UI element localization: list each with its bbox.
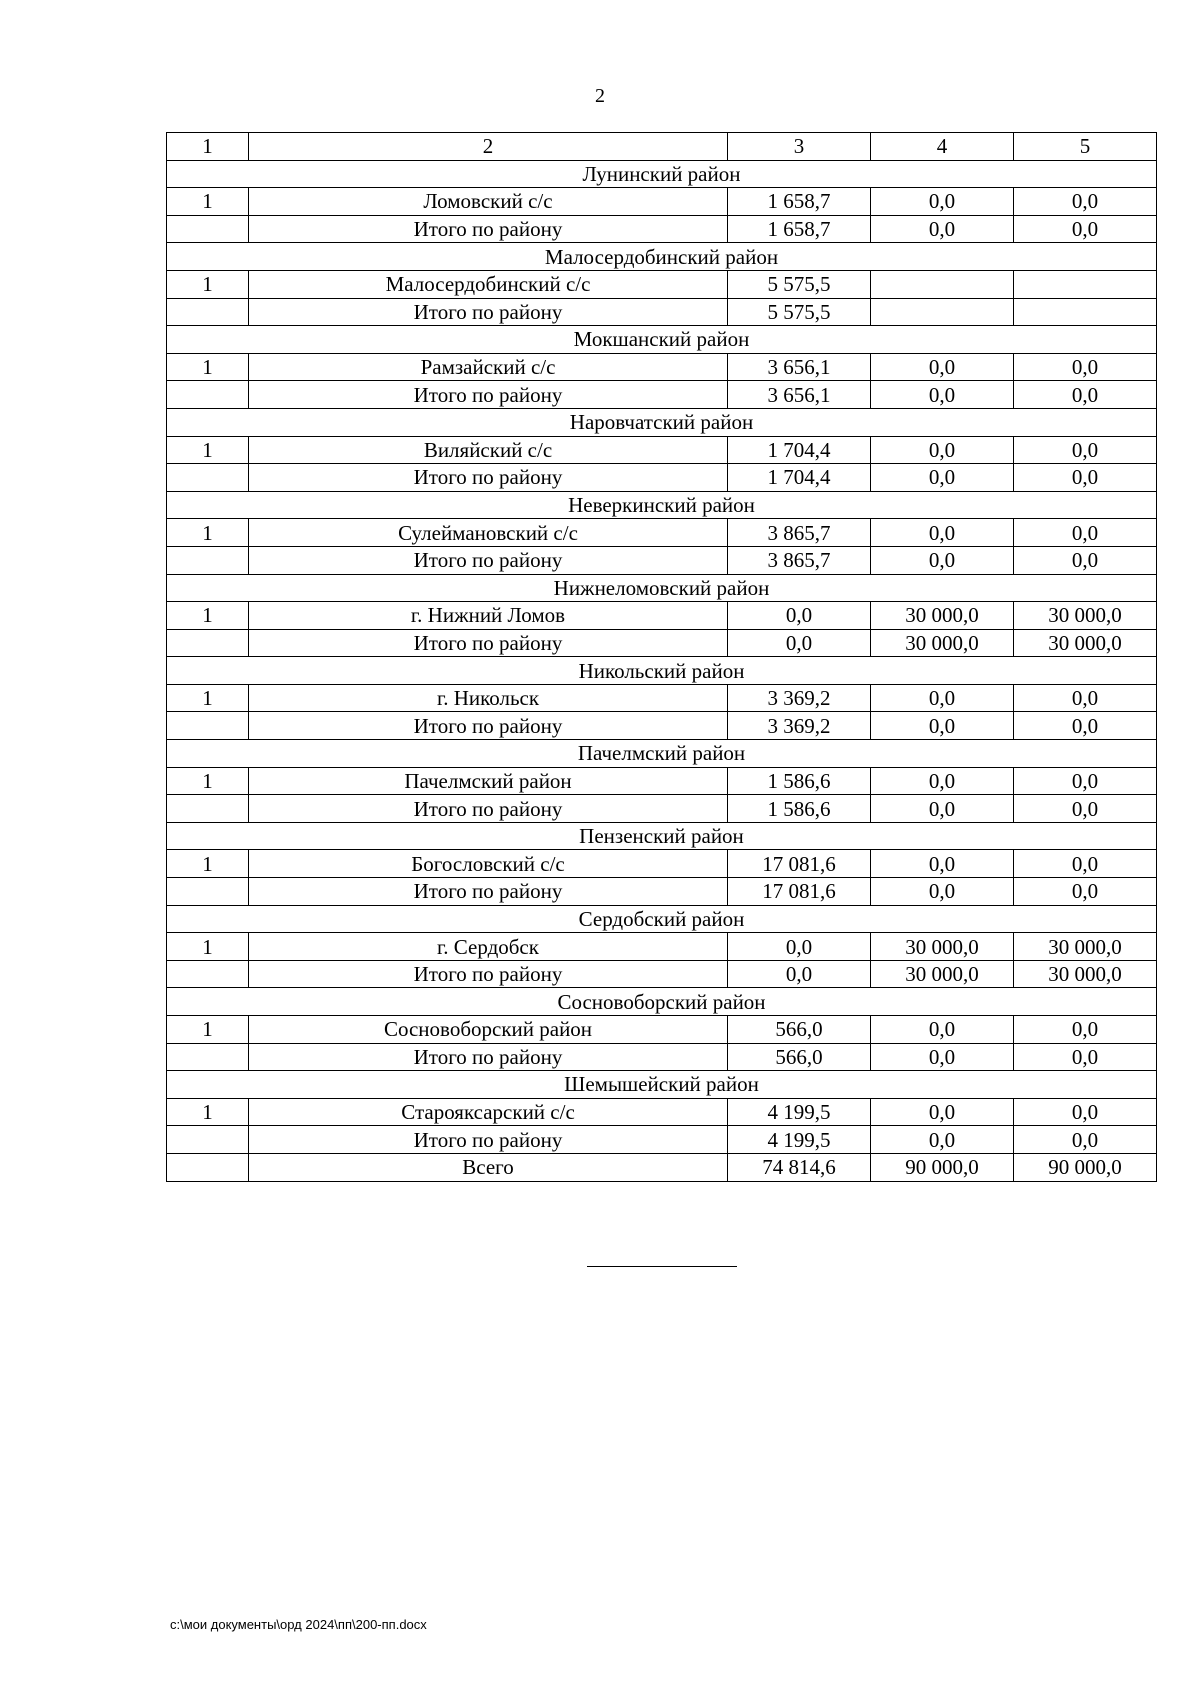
table-row: [167, 353, 1157, 381]
row-number-cell: 1: [167, 684, 249, 712]
district-row: [167, 1071, 1157, 1099]
row-col5-cell: [1014, 298, 1157, 326]
row-name-cell: Итого по району: [249, 960, 728, 988]
row-col3-cell: 4 199,5: [728, 1098, 871, 1126]
table-row: [167, 767, 1157, 795]
row-name-cell: г. Сердобск: [249, 933, 728, 961]
row-number-cell: [167, 381, 249, 409]
table-row: [167, 464, 1157, 492]
row-col5-cell: 0,0: [1014, 464, 1157, 492]
row-col4-cell: 30 000,0: [871, 933, 1014, 961]
district-row: [167, 988, 1157, 1016]
row-col3-cell: 5 575,5: [728, 270, 871, 298]
row-col5-cell: 0,0: [1014, 1098, 1157, 1126]
row-col5-cell: 0,0: [1014, 546, 1157, 574]
row-col3-cell: 566,0: [728, 1016, 871, 1044]
row-col4-cell: 0,0: [871, 1043, 1014, 1071]
table-row: [167, 1126, 1157, 1154]
row-col5-cell: 30 000,0: [1014, 960, 1157, 988]
row-col3-cell: 0,0: [728, 933, 871, 961]
table-row: [167, 298, 1157, 326]
row-col5-cell: 0,0: [1014, 436, 1157, 464]
row-col3-cell: 17 081,6: [728, 850, 871, 878]
table-row: [167, 1016, 1157, 1044]
district-name: Неверкинский район: [167, 491, 1157, 519]
district-name: Нижнеломовский район: [167, 574, 1157, 602]
row-col5-cell: 30 000,0: [1014, 933, 1157, 961]
row-name-cell: Пачелмский район: [249, 767, 728, 795]
district-row: [167, 491, 1157, 519]
district-name: Малосердобинский район: [167, 243, 1157, 271]
row-number-cell: 1: [167, 850, 249, 878]
district-name: Наровчатский район: [167, 408, 1157, 436]
district-name: Сердобский район: [167, 905, 1157, 933]
header-cell-4: 4: [871, 133, 1014, 161]
table-row: [167, 381, 1157, 409]
row-col4-cell: 0,0: [871, 519, 1014, 547]
row-number-cell: [167, 960, 249, 988]
table-header-row: [167, 133, 1157, 161]
row-number-cell: 1: [167, 353, 249, 381]
row-col5-cell: 0,0: [1014, 878, 1157, 906]
row-col4-cell: 0,0: [871, 464, 1014, 492]
row-number-cell: [167, 1153, 249, 1181]
row-col3-cell: 0,0: [728, 629, 871, 657]
row-number-cell: [167, 878, 249, 906]
row-col4-cell: 0,0: [871, 436, 1014, 464]
row-number-cell: 1: [167, 767, 249, 795]
row-name-cell: Сулеймановский с/с: [249, 519, 728, 547]
table-row: [167, 270, 1157, 298]
row-col5-cell: 0,0: [1014, 1126, 1157, 1154]
row-col4-cell: 0,0: [871, 795, 1014, 823]
row-name-cell: Итого по району: [249, 1043, 728, 1071]
row-col3-cell: 3 369,2: [728, 684, 871, 712]
row-number-cell: 1: [167, 188, 249, 216]
row-col4-cell: 0,0: [871, 381, 1014, 409]
row-col4-cell: 90 000,0: [871, 1153, 1014, 1181]
row-col5-cell: 30 000,0: [1014, 602, 1157, 630]
row-name-cell: Всего: [249, 1153, 728, 1181]
row-name-cell: г. Нижний Ломов: [249, 602, 728, 630]
row-name-cell: Итого по району: [249, 1126, 728, 1154]
district-row: [167, 160, 1157, 188]
header-cell-2: 2: [249, 133, 728, 161]
row-col4-cell: 0,0: [871, 1126, 1014, 1154]
district-row: [167, 822, 1157, 850]
row-col4-cell: 0,0: [871, 1016, 1014, 1044]
row-name-cell: Сосновоборский район: [249, 1016, 728, 1044]
row-col3-cell: 1 586,6: [728, 795, 871, 823]
table-row: [167, 436, 1157, 464]
row-number-cell: [167, 712, 249, 740]
row-col3-cell: 3 656,1: [728, 381, 871, 409]
table-row: [167, 795, 1157, 823]
district-row: [167, 326, 1157, 354]
table-body: [167, 133, 1157, 1182]
district-name: Шемышейский район: [167, 1071, 1157, 1099]
row-col4-cell: 0,0: [871, 850, 1014, 878]
row-col4-cell: [871, 298, 1014, 326]
row-number-cell: 1: [167, 1098, 249, 1126]
row-number-cell: [167, 1126, 249, 1154]
table-row: [167, 1043, 1157, 1071]
district-row: [167, 243, 1157, 271]
row-name-cell: Итого по району: [249, 215, 728, 243]
table-row: [167, 546, 1157, 574]
row-col4-cell: 0,0: [871, 1098, 1014, 1126]
row-name-cell: Виляйский с/с: [249, 436, 728, 464]
table-row: [167, 629, 1157, 657]
row-number-cell: [167, 298, 249, 326]
row-col4-cell: [871, 270, 1014, 298]
row-number-cell: [167, 1043, 249, 1071]
row-col5-cell: 0,0: [1014, 795, 1157, 823]
row-col4-cell: 0,0: [871, 684, 1014, 712]
row-col3-cell: 1 658,7: [728, 188, 871, 216]
table-row: [167, 215, 1157, 243]
row-col5-cell: 0,0: [1014, 215, 1157, 243]
district-name: Сосновоборский район: [167, 988, 1157, 1016]
row-name-cell: Старояксарский с/с: [249, 1098, 728, 1126]
row-col4-cell: 30 000,0: [871, 960, 1014, 988]
row-col5-cell: 0,0: [1014, 381, 1157, 409]
row-col4-cell: 30 000,0: [871, 602, 1014, 630]
table-row: [167, 602, 1157, 630]
row-name-cell: Итого по району: [249, 546, 728, 574]
row-col4-cell: 0,0: [871, 546, 1014, 574]
table-row: [167, 850, 1157, 878]
row-col4-cell: 0,0: [871, 878, 1014, 906]
row-col3-cell: 1 658,7: [728, 215, 871, 243]
row-number-cell: [167, 795, 249, 823]
end-divider-line: [587, 1266, 737, 1267]
table-row: [167, 712, 1157, 740]
row-name-cell: Итого по району: [249, 795, 728, 823]
row-col3-cell: 3 865,7: [728, 519, 871, 547]
row-number-cell: 1: [167, 933, 249, 961]
row-col3-cell: 566,0: [728, 1043, 871, 1071]
table-row: [167, 1098, 1157, 1126]
row-name-cell: Итого по району: [249, 464, 728, 492]
row-number-cell: 1: [167, 436, 249, 464]
row-name-cell: г. Никольск: [249, 684, 728, 712]
row-number-cell: [167, 215, 249, 243]
row-number-cell: 1: [167, 270, 249, 298]
table-row: [167, 1153, 1157, 1181]
row-name-cell: Рамзайский с/с: [249, 353, 728, 381]
row-col3-cell: 5 575,5: [728, 298, 871, 326]
district-row: [167, 740, 1157, 768]
row-col5-cell: 90 000,0: [1014, 1153, 1157, 1181]
row-col5-cell: 0,0: [1014, 1043, 1157, 1071]
district-name: Мокшанский район: [167, 326, 1157, 354]
header-cell-5: 5: [1014, 133, 1157, 161]
row-col5-cell: 0,0: [1014, 767, 1157, 795]
row-col3-cell: 17 081,6: [728, 878, 871, 906]
page-number: 2: [595, 85, 605, 107]
row-col5-cell: 0,0: [1014, 684, 1157, 712]
row-col4-cell: 0,0: [871, 767, 1014, 795]
row-col4-cell: 0,0: [871, 353, 1014, 381]
header-cell-1: 1: [167, 133, 249, 161]
row-col4-cell: 30 000,0: [871, 629, 1014, 657]
district-row: [167, 657, 1157, 685]
row-name-cell: Итого по району: [249, 629, 728, 657]
row-number-cell: [167, 546, 249, 574]
table-row: [167, 684, 1157, 712]
table-row: [167, 519, 1157, 547]
row-name-cell: Малосердобинский с/с: [249, 270, 728, 298]
row-number-cell: 1: [167, 1016, 249, 1044]
district-name: Лунинский район: [167, 160, 1157, 188]
row-col3-cell: 0,0: [728, 602, 871, 630]
row-number-cell: [167, 629, 249, 657]
row-col4-cell: 0,0: [871, 215, 1014, 243]
table-row: [167, 878, 1157, 906]
row-name-cell: Богословский с/с: [249, 850, 728, 878]
district-name: Пачелмский район: [167, 740, 1157, 768]
row-name-cell: Итого по району: [249, 381, 728, 409]
row-col3-cell: 3 656,1: [728, 353, 871, 381]
table-row: [167, 960, 1157, 988]
row-col3-cell: 1 704,4: [728, 464, 871, 492]
row-col3-cell: 1 586,6: [728, 767, 871, 795]
row-col5-cell: [1014, 270, 1157, 298]
district-name: Пензенский район: [167, 822, 1157, 850]
row-col3-cell: 4 199,5: [728, 1126, 871, 1154]
row-col3-cell: 0,0: [728, 960, 871, 988]
district-name: Никольский район: [167, 657, 1157, 685]
row-col3-cell: 1 704,4: [728, 436, 871, 464]
row-col5-cell: 0,0: [1014, 519, 1157, 547]
row-col5-cell: 0,0: [1014, 1016, 1157, 1044]
table-row: [167, 188, 1157, 216]
row-col4-cell: 0,0: [871, 712, 1014, 740]
row-name-cell: Итого по району: [249, 878, 728, 906]
row-col5-cell: 30 000,0: [1014, 629, 1157, 657]
row-col3-cell: 74 814,6: [728, 1153, 871, 1181]
row-col5-cell: 0,0: [1014, 712, 1157, 740]
row-number-cell: [167, 464, 249, 492]
district-row: [167, 905, 1157, 933]
row-col5-cell: 0,0: [1014, 188, 1157, 216]
footer-file-path: c:\мои документы\орд 2024\пп\200-пп.docx: [170, 1617, 427, 1632]
row-col4-cell: 0,0: [871, 188, 1014, 216]
row-name-cell: Итого по району: [249, 298, 728, 326]
table-row: [167, 933, 1157, 961]
allocation-table: [166, 132, 1157, 1182]
row-number-cell: 1: [167, 519, 249, 547]
district-row: [167, 408, 1157, 436]
row-col3-cell: 3 369,2: [728, 712, 871, 740]
row-col3-cell: 3 865,7: [728, 546, 871, 574]
row-number-cell: 1: [167, 602, 249, 630]
row-col5-cell: 0,0: [1014, 850, 1157, 878]
header-cell-3: 3: [728, 133, 871, 161]
row-name-cell: Ломовский с/с: [249, 188, 728, 216]
district-row: [167, 574, 1157, 602]
row-col5-cell: 0,0: [1014, 353, 1157, 381]
row-name-cell: Итого по району: [249, 712, 728, 740]
